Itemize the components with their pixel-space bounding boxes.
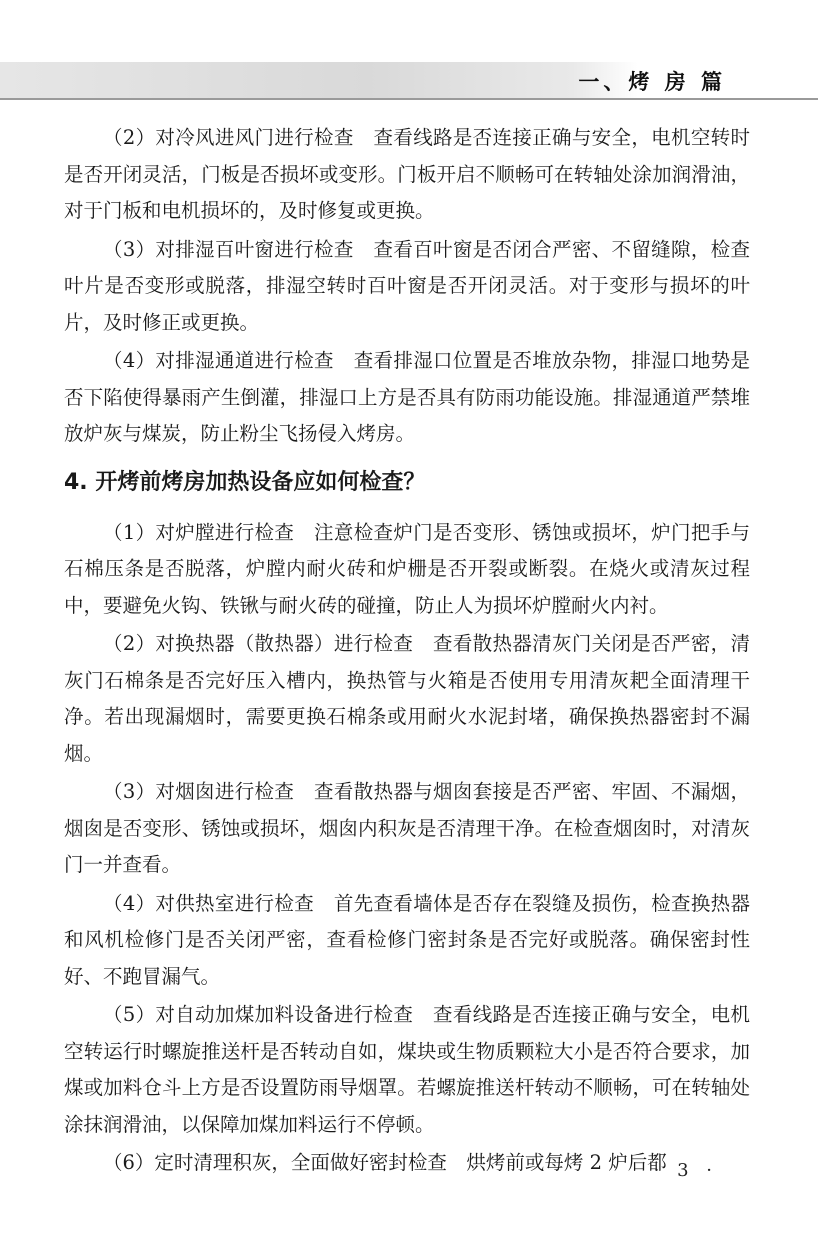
paragraph (64, 997, 750, 1143)
paragraph-text: 查看线路是否连接正确与安全，电机空转运行时螺旋推送杆是否转动自如，煤块或生物质颗粒大小是否符合要求，加煤或加料仓斗上方是否设置防雨导烟罩。若螺旋推送杆转动不顺畅，可在转轴处涂抹润滑油，以保障加煤加料运行不停顿。 (64, 1003, 750, 1136)
paragraph-lead: （1）对炉膛进行检查 (103, 520, 295, 544)
paragraph-text: 查看线路是否连接正确与安全，电机空转时是否开闭灵活，门板是否损坏或变形。门板开启不顺畅可在转轴处涂加润滑油，对于门板和电机损坏的，及时修复或更换。 (64, 126, 750, 222)
paragraph (64, 343, 750, 453)
paragraph-lead: （4）对排湿通道进行检查 (103, 349, 334, 372)
paragraph-text: 注意检查炉门是否变形、锈蚀或损坏，炉门把手与石棉压条是否脱落，炉膛内耐火砖和炉栅是否开裂或断裂。在烧火或清灰过程中，要避免火钩、铁锹与耐火砖的碰撞，防止人为损坏炉膛耐火内衬。 (64, 520, 750, 617)
paragraph (64, 1145, 750, 1182)
paragraph (64, 232, 750, 342)
paragraph-lead: （5）对自动加煤加料设备进行检查 (103, 1003, 414, 1026)
page-body (64, 120, 750, 1182)
paragraph-lead: （2）对换热器（散热器）进行检查 (103, 632, 414, 655)
paragraph-lead: （3）对烟囱进行检查 (103, 780, 295, 803)
paragraph-text: 查看百叶窗是否闭合严密、不留缝隙，检查叶片是否变形或脱落，排湿空转时百叶窗是否开闭灵活。对于变形与损坏的叶片，及时修正或更换。 (64, 237, 750, 334)
page-number: · 3 · (653, 1160, 718, 1181)
paragraph-lead: （2）对冷风进风门进行检查 (103, 126, 354, 149)
paragraph (64, 515, 750, 625)
paragraph-text: 查看散热器与烟囱套接是否严密、牢固、不漏烟，烟囱是否变形、锈蚀或损坏，烟囱内积灰是否清理干净。在检查烟囱时，对清灰门一并查看。 (64, 780, 750, 876)
section-heading: 4. 开烤前烤房加热设备应如何检查？ (64, 469, 426, 495)
paragraph-lead: （3）对排湿百叶窗进行检查 (103, 237, 354, 261)
paragraph-lead: （4）对供热室进行检查 (103, 891, 315, 915)
paragraph-text: 烘烤前或每烤 2 炉后都 (446, 1151, 667, 1174)
paragraph (64, 120, 750, 230)
paragraph-text: 查看排湿口位置是否堆放杂物，排湿口地势是否下陷使得暴雨产生倒灌，排湿口上方是否具有防雨功能设施。排湿通道严禁堆放炉灰与煤炭，防止粉尘飞扬侵入烤房。 (64, 349, 750, 445)
paragraph (64, 626, 750, 772)
paragraph (64, 774, 750, 884)
paragraph-text: 查看散热器清灰门关闭是否严密，清灰门石棉条是否完好压入槽内，换热管与火箱是否使用专用清灰耙全面清理干净。若出现漏烟时，需要更换石棉条或用耐火水泥封堵，确保换热器密封不漏烟。 (64, 632, 750, 765)
running-head: 一、烤 房 篇 (578, 70, 726, 94)
paragraph-lead: （6）定时清理积灰，全面做好密封检查 (103, 1151, 447, 1174)
paragraph-text: 首先查看墙体是否存在裂缝及损伤，检查换热器和风机检修门是否关闭严密，查看检修门密封条是否完好或脱落。确保密封性好、不跑冒漏气。 (64, 891, 750, 988)
paragraph (64, 886, 750, 996)
header-rule (0, 98, 818, 100)
